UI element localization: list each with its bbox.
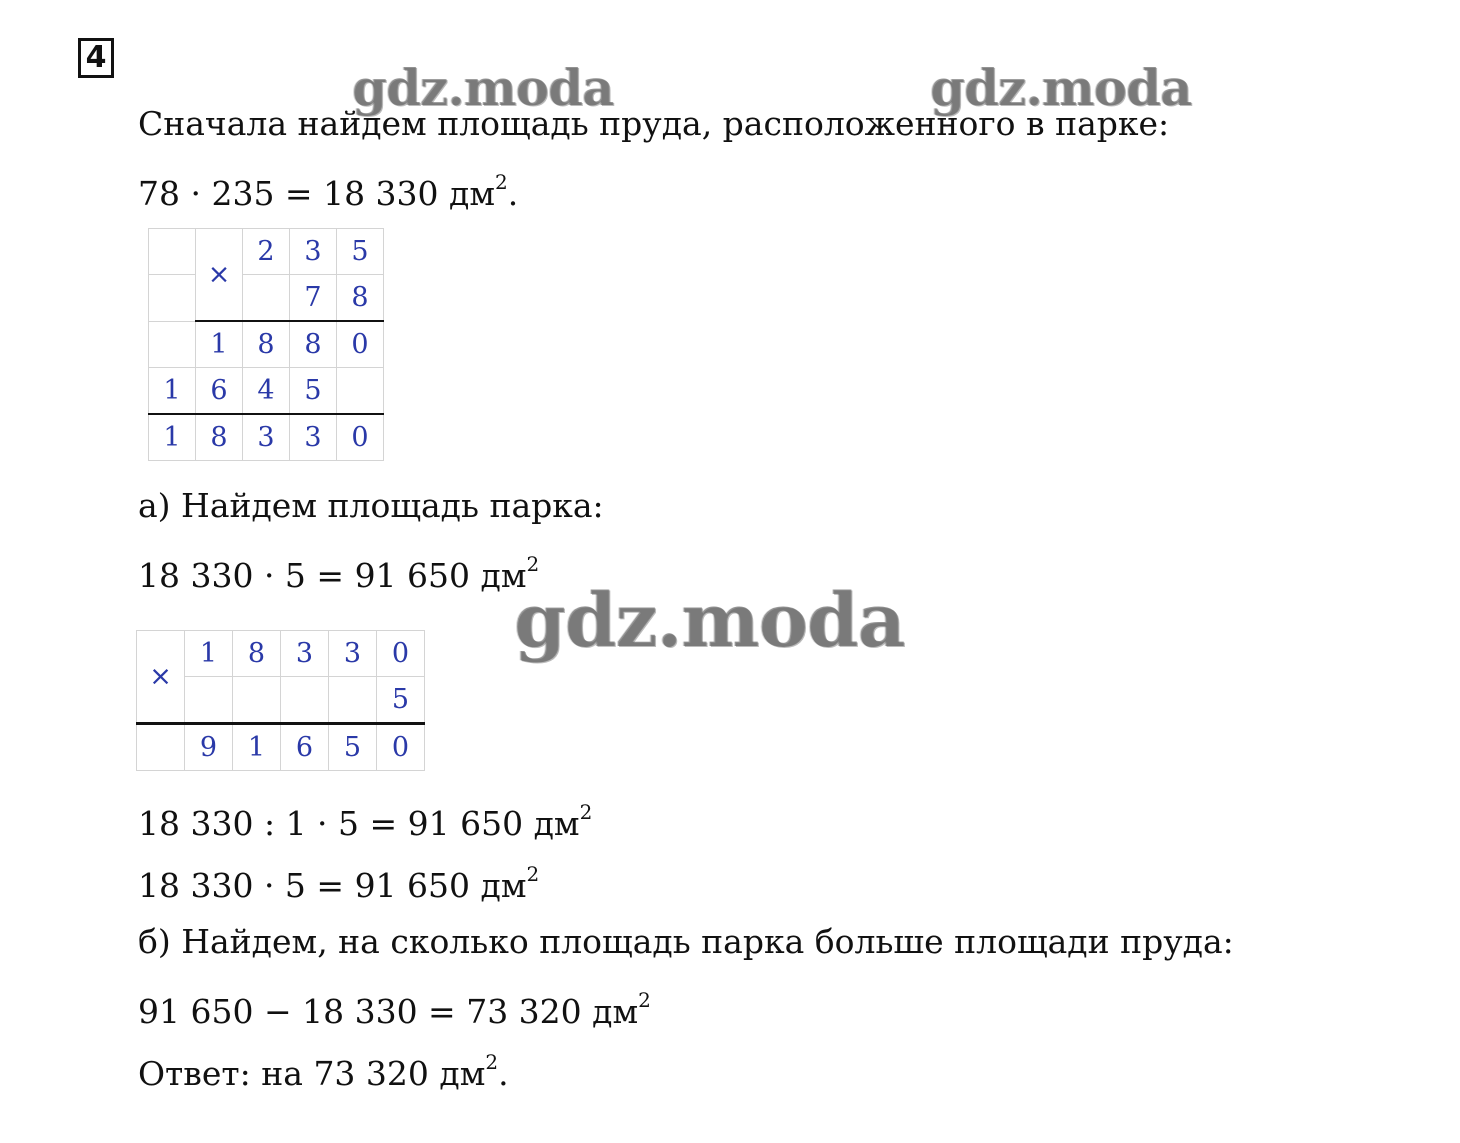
table-cell: 1 — [233, 724, 281, 771]
table-cell: 0 — [337, 414, 384, 461]
equation-park-area-final: 18 330 · 5 = 91 650 $дм^2$ — [138, 862, 540, 905]
multiply-sign: × — [137, 631, 185, 724]
table-cell — [185, 677, 233, 724]
table-cell: 6 — [281, 724, 329, 771]
equation-difference: 91 650 − 18 330 = 73 320 $дм^2$ — [138, 988, 651, 1031]
equation-park-area: 18 330 · 5 = 91 650 $дм^2$ — [138, 552, 540, 595]
table-cell: 3 — [290, 229, 337, 275]
table-cell — [149, 275, 196, 322]
table-cell: 9 — [185, 724, 233, 771]
table-cell — [243, 275, 290, 322]
table-cell: 8 — [337, 275, 384, 322]
table-cell: 5 — [377, 677, 425, 724]
table-cell — [233, 677, 281, 724]
table-cell: 3 — [290, 414, 337, 461]
table-cell: 2 — [243, 229, 290, 275]
table-cell — [281, 677, 329, 724]
table-cell: 5 — [337, 229, 384, 275]
table-cell: 3 — [243, 414, 290, 461]
table-cell: 0 — [377, 724, 425, 771]
table-cell — [149, 321, 196, 368]
watermark-logo: gdz.moda — [514, 578, 905, 664]
table-cell: 7 — [290, 275, 337, 322]
table-cell: 1 — [149, 368, 196, 415]
part-b-heading: б) Найдем, на сколько площадь парка больше площади пруда: — [138, 922, 1234, 961]
table-cell: 6 — [196, 368, 243, 415]
table-cell: 0 — [337, 321, 384, 368]
equation-park-area-alt: 18 330 : 1 · 5 = 91 650 $дм^2$ — [138, 800, 593, 843]
watermark-logo: gdz.moda — [352, 58, 614, 117]
equation-pond-area: 78 · 235 = 18 330 $дм^2$. — [138, 170, 519, 213]
table-cell — [149, 229, 196, 275]
table-cell: 5 — [290, 368, 337, 415]
task-number: 4 — [78, 38, 114, 78]
table-cell — [337, 368, 384, 415]
table-cell: 1 — [149, 414, 196, 461]
table-cell — [137, 724, 185, 771]
table-cell: 1 — [196, 321, 243, 368]
intro-text: Сначала найдем площадь пруда, расположенного в парке: — [138, 104, 1170, 143]
watermark-logo: gdz.moda — [930, 58, 1192, 117]
table-cell: 1 — [185, 631, 233, 677]
table-cell: 4 — [243, 368, 290, 415]
multiplication-table-pond — [148, 228, 384, 461]
table-cell: 8 — [243, 321, 290, 368]
answer-text: Ответ: на 73 320 $дм^2$. — [138, 1050, 509, 1093]
multiplication-table-park — [136, 630, 425, 771]
multiply-sign: × — [196, 229, 243, 322]
table-cell: 0 — [377, 631, 425, 677]
table-cell: 8 — [290, 321, 337, 368]
table-cell: 5 — [329, 724, 377, 771]
table-cell: 8 — [233, 631, 281, 677]
part-a-heading: а) Найдем площадь парка: — [138, 486, 604, 525]
table-cell: 3 — [281, 631, 329, 677]
table-cell: 3 — [329, 631, 377, 677]
table-cell — [329, 677, 377, 724]
table-cell: 8 — [196, 414, 243, 461]
